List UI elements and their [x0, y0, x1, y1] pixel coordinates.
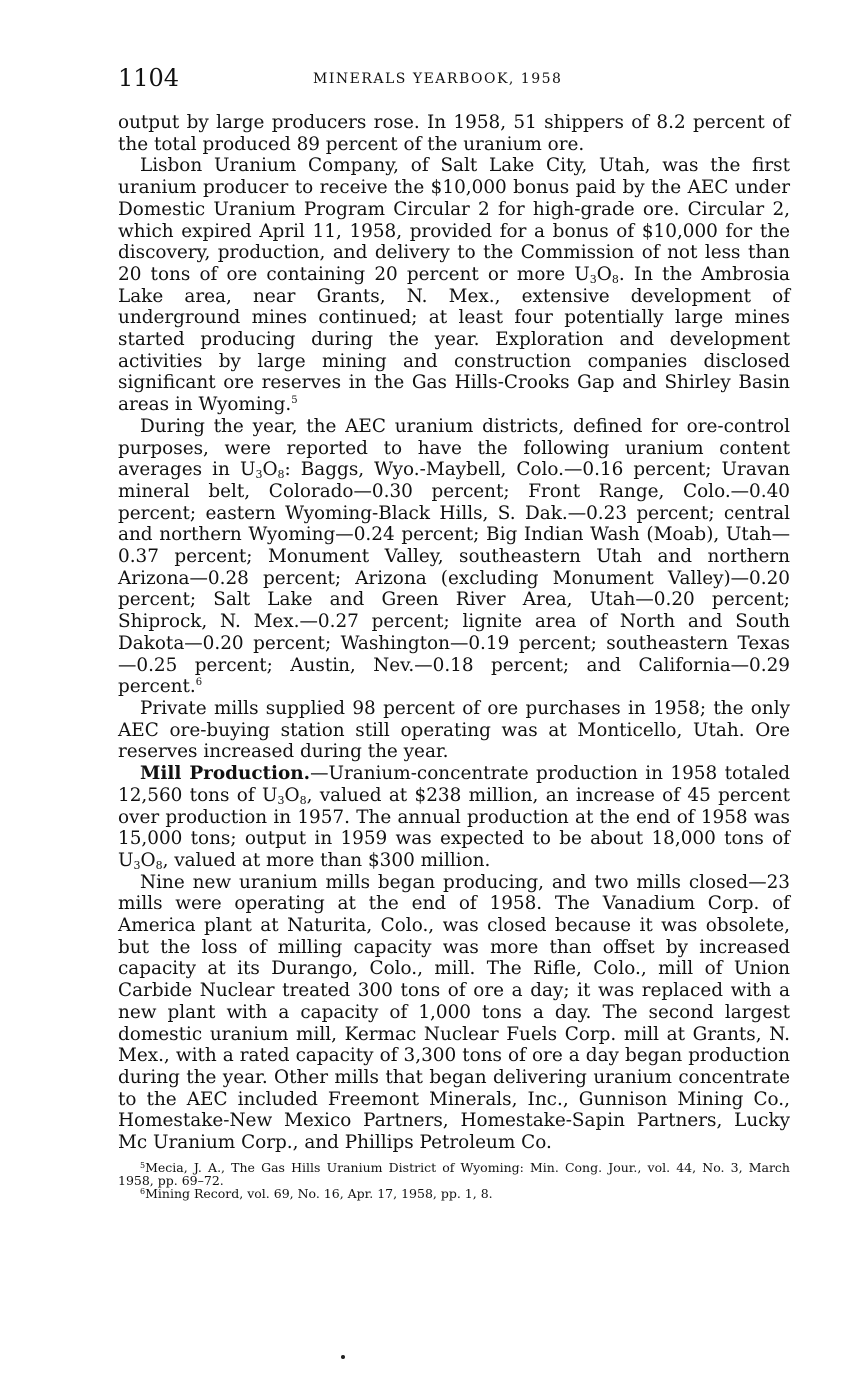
paragraph — [118, 872, 790, 1154]
section-heading: Mill Production. — [140, 763, 311, 785]
paragraph-text: . In the Ambrosia Lake area, near Grants, N. Mex., extensive development of underground mines continued; at least four potentially large mines started producing during the year. Exploration and development activities by large mining and construction companies disclosed significant ore reserves in the Gas Hills-Crooks Gap and Shirley Basin areas in Wyoming. — [118, 263, 790, 416]
paragraph-text: During the year, the AEC uranium districts, defined for ore-control purposes, were reported to have the following uranium content averages in — [118, 415, 790, 481]
chemical-formula: $U_3O_8$ — [574, 263, 619, 286]
footnote-reference: 6 — [195, 677, 203, 689]
footnotes — [118, 1161, 790, 1200]
paragraph — [118, 763, 790, 872]
page-header — [118, 64, 790, 94]
paragraph-text: —Uranium-concentrate production in 1958 totaled 12,560 tons of — [118, 763, 791, 806]
paragraph-text: , valued at more than $300 million. — [162, 849, 491, 871]
paragraph-text: : Baggs, Wyo.-Maybell, Colo.—0.16 percent; Uravan mineral belt, Colorado—0.30 percent; Front Range, Colo.—0.40 percent; eastern Wyoming-Black Hills, S. Dak.—0.23 percent; central and northern Wyoming—0.24 percent; Big Indian Wash (Moab), Utah—0.37 percent; Monument Valley, southeastern Utah and northern Arizona—0.28 percent; Arizona (excluding Monument Valley)—0.20 percent; Salt Lake and Green River Area, Utah—0.20 percent; Shiprock, N. Mex.—0.27 percent; lignite area of North and South Dakota—0.20 percent; Washington—0.19 percent; southeastern Texas—0.25 percent; Austin, Nev.—0.18 percent; and California—0.29 percent. — [118, 459, 790, 698]
paragraph — [118, 112, 790, 155]
chemical-formula: $U_3O_8$ — [239, 459, 285, 482]
page-mark-dot — [341, 1355, 345, 1359]
paragraph-text: Lisbon Uranium Company, of Salt Lake City, Utah, was the first uranium producer to receive the $10,000 bonus paid by the AEC under Domestic Uranium Program Circular 2 for high-grade ore. Circular 2, which expired April 11, 1958, provided for a bonus of $10,000 for the discovery, production, and delivery to the Commission of not less than 20 tons of ore containing 20 percent or more — [118, 155, 790, 285]
footnote-reference: 5 — [291, 395, 298, 407]
chemical-formula: $U_3O_8$ — [261, 784, 307, 807]
paragraph-text: output by large producers rose. In 1958, 51 shippers of 8.2 percent of the total produced 89 percent of the uranium ore. — [118, 112, 790, 155]
running-head: MINERALS YEARBOOK, 1958 — [313, 71, 563, 87]
paragraph — [118, 698, 790, 763]
paragraph-text: , valued at $238 million, an increase of 45 percent over production in 1957. The annual production at the end of 1958 was 15,000 tons; output in 1959 was expected to be about 18,000 tons of — [118, 784, 790, 850]
footnote — [118, 1187, 790, 1200]
paragraph — [118, 155, 790, 415]
chemical-formula: $U_3O_8$ — [118, 849, 163, 872]
footnote-text: Mecia, J. A., The Gas Hills Uranium District of Wyoming: Min. Cong. Jour., vol. 44, No. 3, March 1958, pp. 69–72. — [118, 1160, 790, 1188]
paragraph-text: Nine new uranium mills began producing, and two mills closed—23 mills were operating at the end of 1958. The Vanadium Corp. of America plant at Naturita, Colo., was closed because it was obsolete, but the loss of milling capacity was more than offset by increased capacity at its Durango, Colo., mill. The Rifle, Colo., mill of Union Carbide Nuclear treated 300 tons of ore a day; it was replaced with a new plant with a capacity of 1,000 tons a day. The second largest domestic uranium mill, Kermac Nuclear Fuels Corp. mill at Grants, N. Mex., with a rated capacity of 3,300 tons of ore a day began production during the year. Other mills that began delivering uranium concentrate to the AEC included Freemont Minerals, Inc., Gunnison Mining Co., Homestake-New Mexico Partners, Homestake-Sapin Partners, Lucky Mc Uranium Corp., and Phillips Petroleum Co. — [118, 871, 790, 1154]
footnote-mark: 6 — [140, 1187, 146, 1196]
paragraph-text: Private mills supplied 98 percent of ore purchases in 1958; the only AEC ore-buying station still operating was at Monticello, Utah. Ore reserves increased during the year. — [118, 697, 790, 763]
footnote-text: Mining Record, vol. 69, No. 16, Apr. 17, 1958, pp. 1, 8. — [145, 1186, 493, 1201]
page-number: 1104 — [118, 64, 180, 92]
footnote — [118, 1161, 790, 1187]
body-text — [118, 112, 790, 1154]
footnote-mark: 5 — [140, 1161, 146, 1170]
paragraph — [118, 416, 790, 698]
